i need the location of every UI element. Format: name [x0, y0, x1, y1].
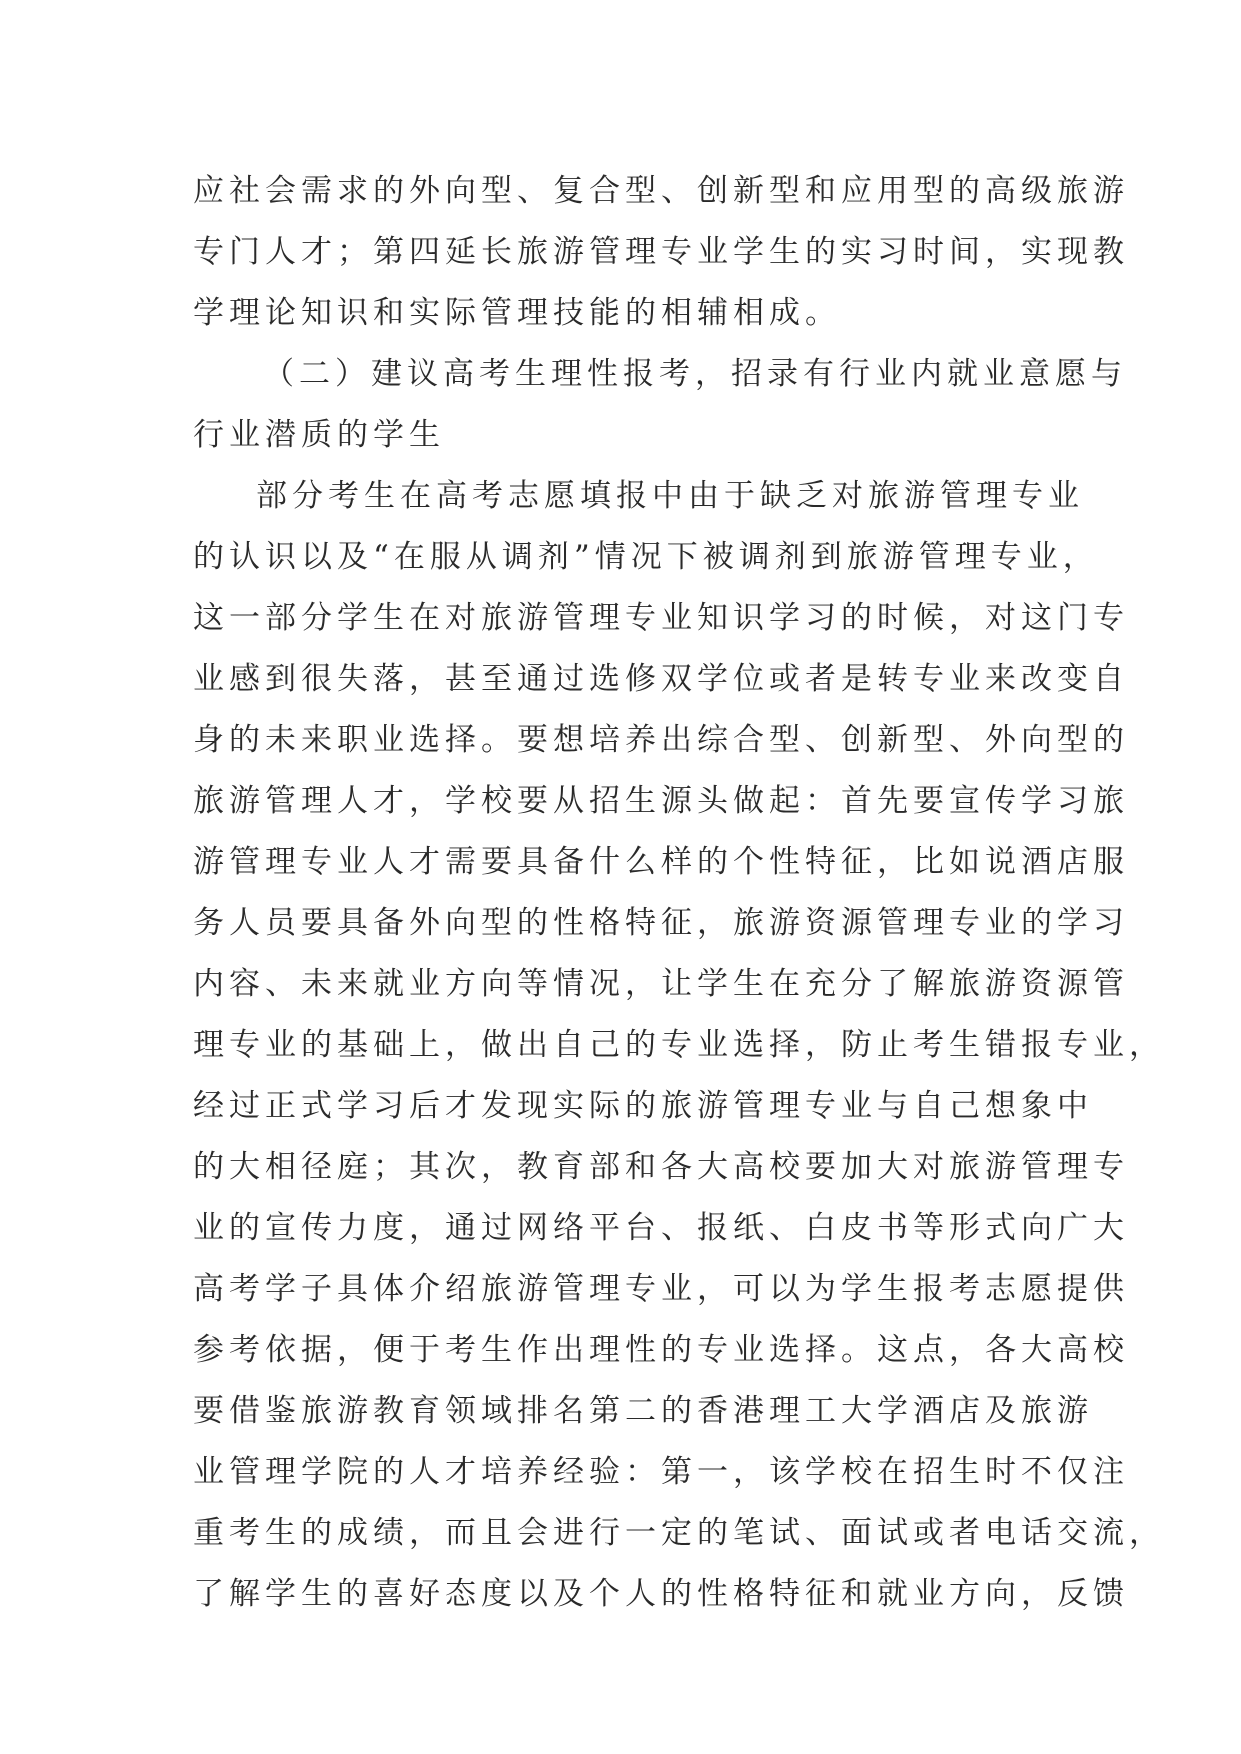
- text-line: 的大相径庭；其次，教育部和各大高校要加大对旅游管理专: [193, 1149, 1129, 1185]
- text-line: 业感到很失落，甚至通过选修双学位或者是转专业来改变自: [193, 661, 1129, 697]
- text-line: 内容、未来就业方向等情况，让学生在充分了解旅游资源管: [193, 966, 1129, 1002]
- text-line: 这一部分学生在对旅游管理专业知识学习的时候，对这门专: [193, 600, 1129, 636]
- heading-line: （二）建议高考生理性报考，招录有行业内就业意愿与: [263, 356, 1127, 392]
- text-line: 身的未来职业选择。要想培养出综合型、创新型、外向型的: [193, 722, 1129, 758]
- heading-line: 行业潜质的学生: [193, 417, 445, 453]
- text-line: 业管理学院的人才培养经验：第一，该学校在招生时不仅注: [193, 1454, 1129, 1490]
- text-line: 重考生的成绩，而且会进行一定的笔试、面试或者电话交流，: [193, 1515, 1165, 1551]
- text-line: 理专业的基础上，做出自己的专业选择，防止考生错报专业，: [193, 1027, 1165, 1063]
- text-line: 参考依据，便于考生作出理性的专业选择。这点，各大高校: [193, 1332, 1129, 1368]
- text-line: 部分考生在高考志愿填报中由于缺乏对旅游管理专业: [256, 478, 1084, 514]
- text-line: 业的宣传力度，通过网络平台、报纸、白皮书等形式向广大: [193, 1210, 1129, 1246]
- text-line: 经过正式学习后才发现实际的旅游管理专业与自己想象中: [193, 1088, 1093, 1124]
- body-paragraph: [193, 466, 1165, 1625]
- paragraph-continued: [193, 161, 1129, 344]
- text-line: 的认识以及“在服从调剂”情况下被调剂到旅游管理专业，: [193, 539, 1099, 575]
- text-line: 应社会需求的外向型、复合型、创新型和应用型的高级旅游: [193, 173, 1129, 209]
- text-line: 高考学子具体介绍旅游管理专业，可以为学生报考志愿提供: [193, 1271, 1129, 1307]
- text-line: 务人员要具备外向型的性格特征，旅游资源管理专业的学习: [193, 905, 1129, 941]
- text-line: 游管理专业人才需要具备什么样的个性特征，比如说酒店服: [193, 844, 1129, 880]
- text-line: 了解学生的喜好态度以及个人的性格特征和就业方向，反馈: [193, 1576, 1129, 1612]
- text-line: 旅游管理人才，学校要从招生源头做起：首先要宣传学习旅: [193, 783, 1129, 819]
- section-heading: [193, 344, 1127, 466]
- text-line: 要借鉴旅游教育领域排名第二的香港理工大学酒店及旅游: [193, 1393, 1093, 1429]
- text-line: 专门人才；第四延长旅游管理专业学生的实习时间，实现教: [193, 234, 1129, 270]
- text-line: 学理论知识和实际管理技能的相辅相成。: [193, 295, 841, 331]
